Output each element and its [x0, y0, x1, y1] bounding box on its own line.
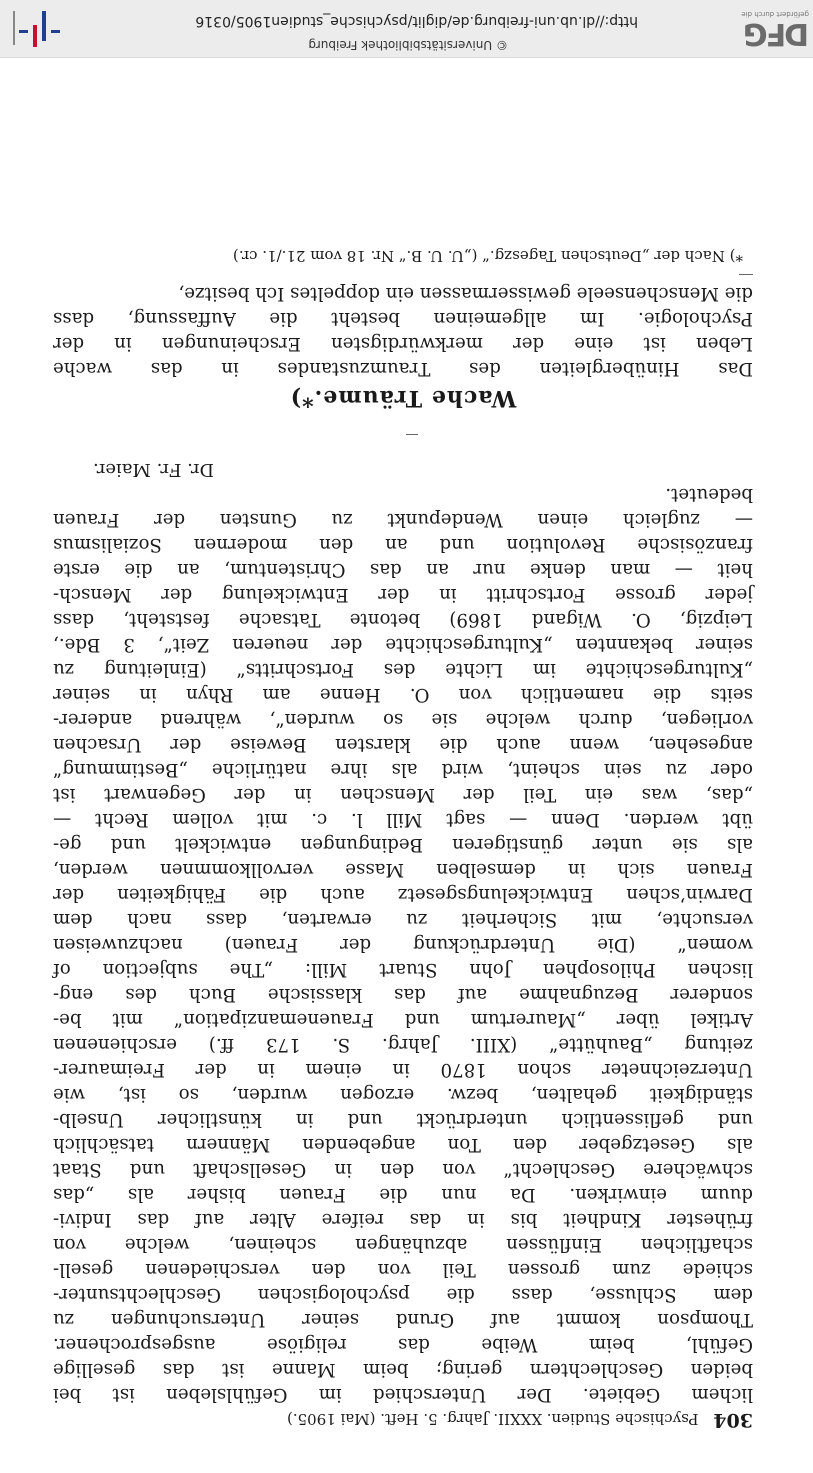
body-text-line: lichem Gebiete. Der Unterschied im Gefühlsleben ist bei	[53, 1384, 753, 1405]
section-separator	[53, 415, 753, 457]
body-text-line: Frauen sich in demselben Masse vervollkommnen werden,	[53, 859, 753, 880]
body-text-line: bedeutet.	[665, 484, 753, 505]
body-text-line: vorliegen, durch welche sie so wurden“, während anderer-	[53, 709, 753, 730]
article-text-line: Leben ist eine der merkwürdigsten Erscheinungen in der	[53, 333, 753, 354]
article-text-line: Das Hinübergleiten des Traumzustandes in das wache	[53, 358, 753, 379]
body-text-line: Unterzeichneter schon 1870 in einem in der Freimaurer-	[53, 1059, 753, 1080]
body-text-line: lischen Philosophen John Stuart Mill: „The subjection of	[53, 959, 753, 980]
body-text-line: frühester Kindheit bis in das reifere Alter auf das Indivi-	[53, 1209, 753, 1230]
body-text-line: versuchte, mit Sicherheit zu erwarten, dass nach dem	[53, 909, 753, 930]
viewer-footer-bar	[0, 0, 813, 58]
body-text	[53, 482, 753, 1407]
dfg-logo-letters: DFG	[744, 16, 809, 51]
body-text-line: „Kulturgeschichte im Lichte des Fortschritts“ (Einleitung zu	[53, 659, 753, 680]
body-text-line: — zugleich einen Wendepunkt zu Gunsten der Frauen	[53, 509, 753, 530]
body-text-line: oder zu sein scheint, wird als ihre natürliche „Bestimmung“	[53, 759, 753, 780]
running-head-text: Psychische Studien. XXXII. Jahrg. 5. Heft. (Mai 1905.)	[286, 1410, 699, 1428]
dfg-logo-subtitle: gefördert durch die	[741, 10, 809, 18]
article-text-line: Psychologie. Im allgemeinen besteht die Auffassung, dass	[53, 308, 753, 329]
dfg-logo	[729, 5, 809, 51]
body-text-line: beiden Geschlechtern gering; beim Manne ist das gesellige	[53, 1359, 753, 1380]
body-text-line: seiner bekannten „Kulturgeschichte der neueren Zeit“, 3 Bde.,	[53, 634, 753, 655]
body-text-line: Gefühl, beim Weibe das religiöse ausgesprochener.	[53, 1334, 753, 1355]
copyright-credit: © Universitätsbibliothek Freiburg	[308, 38, 508, 52]
footnote: *) Nach der „Deutschen Tageszg.“ („U. U. B.“ Nr. 18 vom 21./1. cr.)	[232, 247, 743, 265]
body-text-line: übt werden. Denn — sagt Mill l. c. mit vollem Recht —	[53, 809, 753, 830]
body-text-line: als Gesetzgeber den Ton angebenden Männern tatsächlich	[53, 1134, 753, 1155]
ub-freiburg-logo-icon	[6, 5, 70, 51]
footnote-rule	[53, 267, 753, 281]
body-text-line: Artikel über „Maurertum und Frauenemanzipation“ mit be-	[53, 1009, 753, 1030]
body-text-line: seits die namentlich von O. Henne am Rhyn in seiner	[53, 684, 753, 705]
body-text-line: dem Schlusse, dass die psychologischen Geschlechtsunter-	[53, 1284, 753, 1305]
body-text-line: Leipzig, O. Wigand 1869) betonte Tatsache feststeht, dass	[53, 609, 753, 630]
running-head	[53, 1407, 753, 1433]
body-text-line: heit — man denke nur an das Christentum, an die erste	[53, 559, 753, 580]
body-text-line: und geflissentlich unterdrückt und in künstlicher Unselb-	[53, 1109, 753, 1130]
author-signature: Dr. Fr. Maier.	[93, 459, 214, 480]
body-text-line: women“ (Die Unterdrückung der Frauen) nachzuweisen	[53, 934, 753, 955]
body-text-line: duum einwirken. Da nun die Frauen bisher als „das	[53, 1184, 753, 1205]
body-text-line: sonderer Bezugnahme auf das klassische Buch des eng-	[53, 984, 753, 1005]
document-page	[53, 245, 753, 1433]
document-permalink[interactable]: http://dl.ub.uni-freiburg.de/diglit/psychische_studien1905/0316	[195, 13, 638, 29]
body-text-line: angesehen, wenn auch die klarsten Beweise der Ursachen	[53, 734, 753, 755]
body-text-line: „das, was ein Teil der Menschen in der Gegenwart ist	[53, 784, 753, 805]
body-text-line: als sie unter günstigeren Bedingungen entwickelt und ge-	[53, 834, 753, 855]
body-text-line: ständigkeit gehalten, bezw. erzogen wurden, so ist, wie	[53, 1084, 753, 1105]
body-text-line: zeitung „Bauhütte“ (XIII. Jahrg. S. 173 ff.) erschienenen	[53, 1034, 753, 1055]
body-text-line: schiede zum grossen Teil von den verschiedenen gesell-	[53, 1259, 753, 1280]
body-text-line: jeder grosse Fortschritt in der Entwickelung der Mensch-	[53, 584, 753, 605]
body-text-line: Thompson kommt auf Grund seiner Untersuchungen zu	[53, 1309, 753, 1330]
body-text-line: Darwin’schen Entwickelungsgesetz auch die Fähigkeiten der	[53, 884, 753, 905]
body-text-line: französische Revolution und an den modernen Sozialismus	[53, 534, 753, 555]
article-title: Wache Träume.*)	[289, 385, 517, 411]
page-number: 304	[713, 1409, 753, 1431]
body-text-line: schwächere Geschlecht“ von den in Gesellschaft und Staat	[53, 1159, 753, 1180]
article-text	[53, 281, 753, 381]
article-text-line: die Menschenseele gewissermassen ein doppeltes Ich besitze,	[178, 283, 753, 304]
body-text-line: schaftlichen Einflüssen abzuhängen scheinen, welche von	[53, 1234, 753, 1255]
